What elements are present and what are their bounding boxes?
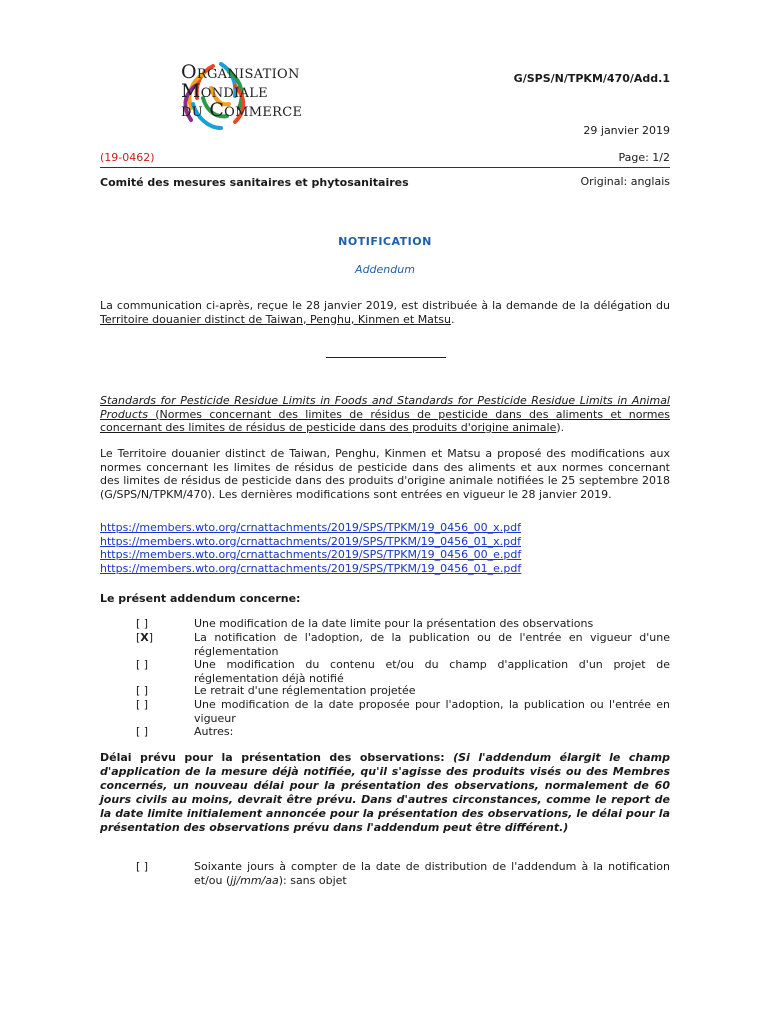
document-link-3[interactable]: https://members.wto.org/crnattachments/2019/SPS/TPKM/19_0456_00_e.pdf (100, 548, 522, 561)
deadline-text: (Si l'addendum élargit le champ d'application de la mesure déjà notifiée, qu'il s'agisse des produits visés ou des Membres concernés, un nouveau délai pour la présentation des observations, normalement de 60 jours civils au moins, devrait être prévu. Dans d'autres circonstances, comme le report de la date limite initialement annoncée pour la présentation des observations, le délai pour la présentation des observations prévu dans l'addendum peut être différent.) (100, 751, 670, 834)
body-paragraph: Le Territoire douanier distinct de Taiwan, Penghu, Kinmen et Matsu a proposé des modifications aux normes concernant les limites de résidus de pesticide dans des aliments et aux normes concernant des limites de résidus de pesticide dans des produits d'origine animale notifiées le 25 septembre 2018 (G/SPS/N/TPKM/470). Les dernières modifications sont entrées en vigueur le 28 janvier 2019. (100, 447, 670, 501)
document-link-1[interactable]: https://members.wto.org/crnattachments/2019/SPS/TPKM/19_0456_00_x.pdf (100, 521, 521, 534)
document-symbol: G/SPS/N/TPKM/470/Add.1 (513, 72, 670, 85)
member-name: Territoire douanier distinct de Taiwan, Penghu, Kinmen et Matsu (100, 312, 451, 326)
option-6-label: Autres: (194, 725, 234, 738)
document-link-4[interactable]: https://members.wto.org/crnattachments/2019/SPS/TPKM/19_0456_01_e.pdf (100, 561, 522, 575)
sixty-days-date-format: jj/mm/aa (230, 873, 279, 887)
sixty-days-label (194, 860, 670, 887)
option-1-checkbox[interactable]: [ ] (136, 617, 149, 630)
intro-text: La communication ci-après, reçue le 28 janvier 2019, est distribuée à la demande de la délégation du (100, 299, 670, 312)
links-list (100, 521, 670, 575)
option-2-label: La notification de l'adoption, de la publication ou de l'entrée en vigueur d'une réglementation (194, 631, 670, 658)
header-divider (100, 167, 670, 168)
option-5-checkbox[interactable]: [ ] (136, 698, 149, 711)
option-4-checkbox[interactable]: [ ] (136, 684, 149, 697)
document-date: 29 janvier 2019 (583, 124, 670, 137)
measure-title-en: Standards for Pesticide Residue Limits in Foods and Standards for Pesticide Residue Limits in Animal Products (100, 394, 670, 421)
deadline-label: Délai prévu pour la présentation des observations: (100, 751, 454, 764)
intro-paragraph (100, 299, 670, 326)
option-6-checkbox[interactable]: [ ] (136, 725, 149, 738)
org-line-1: Organisation (181, 61, 300, 83)
deadline-paragraph (100, 751, 670, 835)
measure-title (100, 394, 670, 435)
reference-number: (19-0462) (100, 151, 155, 164)
sixty-days-text-b: ): sans objet (278, 873, 347, 887)
option-4-label: Le retrait d'une réglementation projetée (194, 684, 416, 697)
sixty-days-text-a: Soixante jours à compter de la date de distribution de l'addendum à la notification et/ou ( (194, 860, 670, 887)
original-language: Original: anglais (580, 175, 670, 188)
intro-end: . (450, 312, 455, 326)
option-3-label: Une modification du contenu et/ou du champ d'application d'un projet de réglementation déjà notifié (194, 658, 670, 685)
org-line-3: du Commerce (181, 99, 303, 121)
sixty-days-checkbox[interactable]: [ ] (136, 860, 149, 873)
measure-title-fr: (Normes concernant des limites de résidus de pesticide dans des aliments et normes concernant des limites de résidus de pesticide dans des produits d'origine animale (100, 407, 670, 434)
page-number: Page: 1/2 (618, 151, 670, 164)
org-line-2: Mondiale (181, 80, 268, 102)
measure-title-close: ). (556, 421, 565, 434)
organization-name (181, 63, 302, 120)
page-subtitle: Addendum (355, 263, 415, 276)
committee-name: Comité des mesures sanitaires et phytosanitaires (100, 176, 409, 189)
option-5-label: Une modification de la date proposée pour l'adoption, la publication ou l'entrée en vigueur (194, 698, 670, 725)
option-2-checkbox[interactable]: [X] (136, 631, 154, 644)
section-separator (326, 357, 446, 358)
concerns-heading: Le présent addendum concerne: (100, 592, 301, 605)
document-link-2[interactable]: https://members.wto.org/crnattachments/2019/SPS/TPKM/19_0456_01_x.pdf (100, 534, 521, 548)
option-1-label: Une modification de la date limite pour la présentation des observations (194, 617, 594, 630)
option-3-checkbox[interactable]: [ ] (136, 658, 149, 671)
page-title: NOTIFICATION (338, 235, 432, 248)
